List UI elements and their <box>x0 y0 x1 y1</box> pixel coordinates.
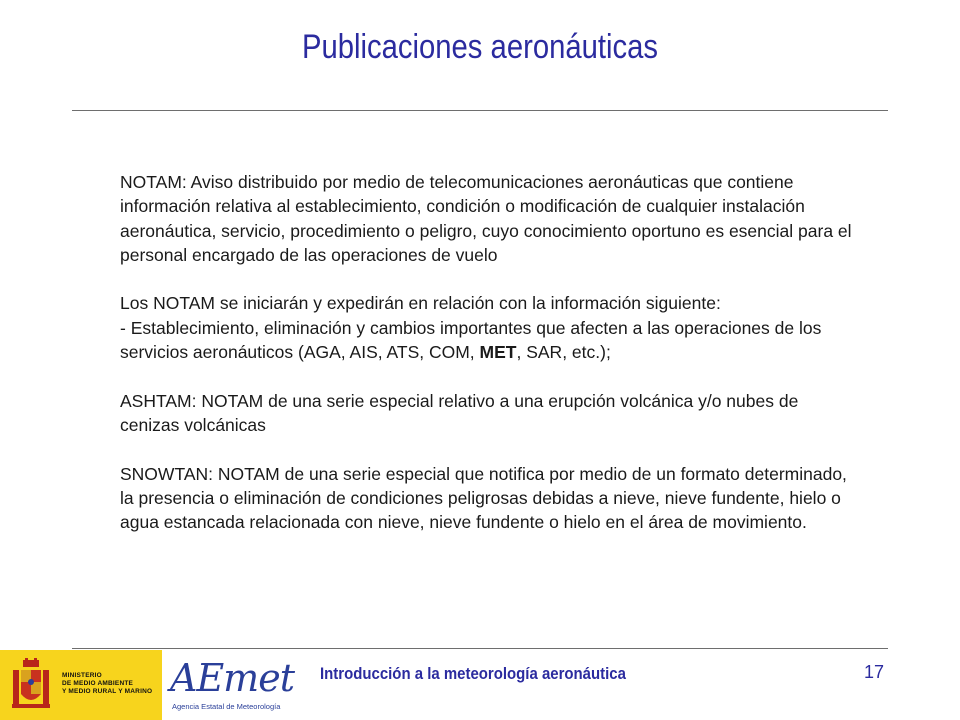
bottom-divider <box>72 648 888 649</box>
ministry-logo <box>0 650 162 720</box>
aemet-logo <box>168 656 298 718</box>
coat-of-arms-icon <box>10 658 52 712</box>
met-bold: MET <box>479 342 517 363</box>
ministry-line2: DE MEDIO AMBIENTE <box>62 680 134 687</box>
notam-init-line2-after: , SAR, etc.); <box>516 342 611 363</box>
page-number: 17 <box>864 662 885 682</box>
course-title: Introducción a la meteorología aeronáutica <box>320 664 626 683</box>
aemet-wordmark: AEmet <box>170 656 294 700</box>
ministry-line3: Y MEDIO RURAL Y MARINO <box>62 688 153 695</box>
paragraph-ashtam: ASHTAM: NOTAM de una serie especial relativo a una erupción volcánica y/o nubes de cenizas volcánicas <box>120 390 799 435</box>
top-divider <box>72 110 888 111</box>
notam-init-line2-before: - Establecimiento, eliminación y cambios importantes que afecten a las operaciones de los servicios aeronáuticos (AGA, AIS, ATS, COM, <box>120 317 822 363</box>
aemet-subtitle: Agencia Estatal de Meteorología <box>172 702 281 711</box>
ministry-line1: MINISTERIO <box>62 672 102 679</box>
paragraph-snowtan: SNOWTAN: NOTAM de una serie especial que notifica por medio de un formato determinado, la presencia o eliminación de condiciones peligrosas debidas a nieve, nieve fundente, hielo o agua estancada relacionada con nieve, nieve fundente o hielo en el área de movimiento. <box>120 463 847 533</box>
ministry-name <box>62 672 158 696</box>
notam-init-line1: Los NOTAM se iniciarán y expedirán en relación con la información siguiente: <box>120 293 721 314</box>
slide-title: Publicaciones aeronáuticas <box>302 28 658 66</box>
paragraph-notam: NOTAM: Aviso distribuido por medio de telecomunicaciones aeronáuticas que contiene información relativa al establecimiento, condición o modificación de cualquier instalación aeronáutica, servicio, procedimiento o peligro, cuyo conocimiento oportuno es esencial para el personal encargado de las operaciones de vuelo <box>120 172 852 265</box>
slide-content <box>120 170 860 534</box>
paragraph-notam-init <box>120 291 860 364</box>
